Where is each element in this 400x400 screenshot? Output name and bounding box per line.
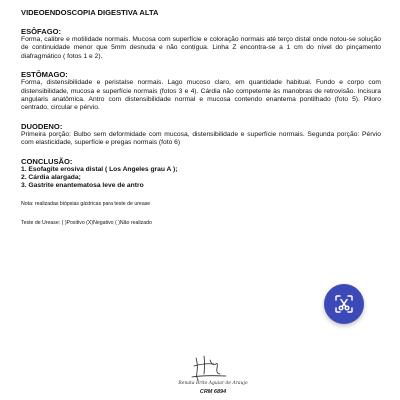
signature-name: Renata Brito Aguiar de Araujo	[178, 381, 248, 386]
signature-crm: CRM 6894	[199, 389, 227, 395]
section-estomago	[21, 70, 381, 113]
section-text: Forma, distensibilidade e peristalse normais. Lago mucoso claro, em quantidade habitual. Fundo e corpo com distensibilidade, mucosa e superfície normais (fotos 3 e 4). Cárdia não competente às manobras de retrovisão. Incisura angularis anatômica. Antro com distensibilidade normal e mucosa contendo enantema pontilhado (foto 5). Piloro centrado, circular e pérvio.	[21, 79, 381, 112]
section-text: Primeira porção: Bulbo sem deformidade com mucosa, distensibilidade e superfície normais. Segunda porção: Pérvio com elasticidade, superfície e pregas normais (foto 6)	[21, 130, 381, 147]
conclusion-item: 3. Gastrite enantematosa leve de antro	[21, 182, 144, 190]
conclusion-item: 1. Esofagite erosiva distal ( Los Angeles grau A );	[21, 165, 178, 173]
section-heading: ESTÔMAGO:	[21, 70, 68, 80]
scissors-selection-icon	[334, 294, 354, 314]
conclusion-heading: CONCLUSÃO:	[21, 156, 73, 166]
section-heading: DUODENO:	[21, 121, 63, 131]
report-title: VIDEOENDOSCOPIA DIGESTIVA ALTA	[21, 8, 159, 17]
urease-test-result: Teste de Urease: ( )Positivo (X)Negativo ( )Não realizado	[21, 219, 152, 226]
section-heading: ESÔFAGO:	[21, 27, 62, 36]
section-duodeno	[21, 122, 381, 148]
report-document	[21, 8, 381, 227]
conclusion-item: 2. Cárdia alargada;	[21, 173, 81, 181]
scissors-selection-button[interactable]	[324, 284, 364, 324]
biopsy-note: Nota: realizadas biópsias gástricas para teste de urease	[21, 200, 151, 207]
section-conclusao	[21, 157, 381, 191]
section-esofago	[21, 27, 381, 61]
section-text: Forma, calibre e motilidade normais. Mucosa com superfície e coloração normais até terço distal onde notou-se solução de continuidade menor que 5mm desnuda e não contígua. Linha Z encontra-se a 1 cm do nível do pinçamento diafragmático ( fotos 1 e 2).	[21, 36, 381, 60]
